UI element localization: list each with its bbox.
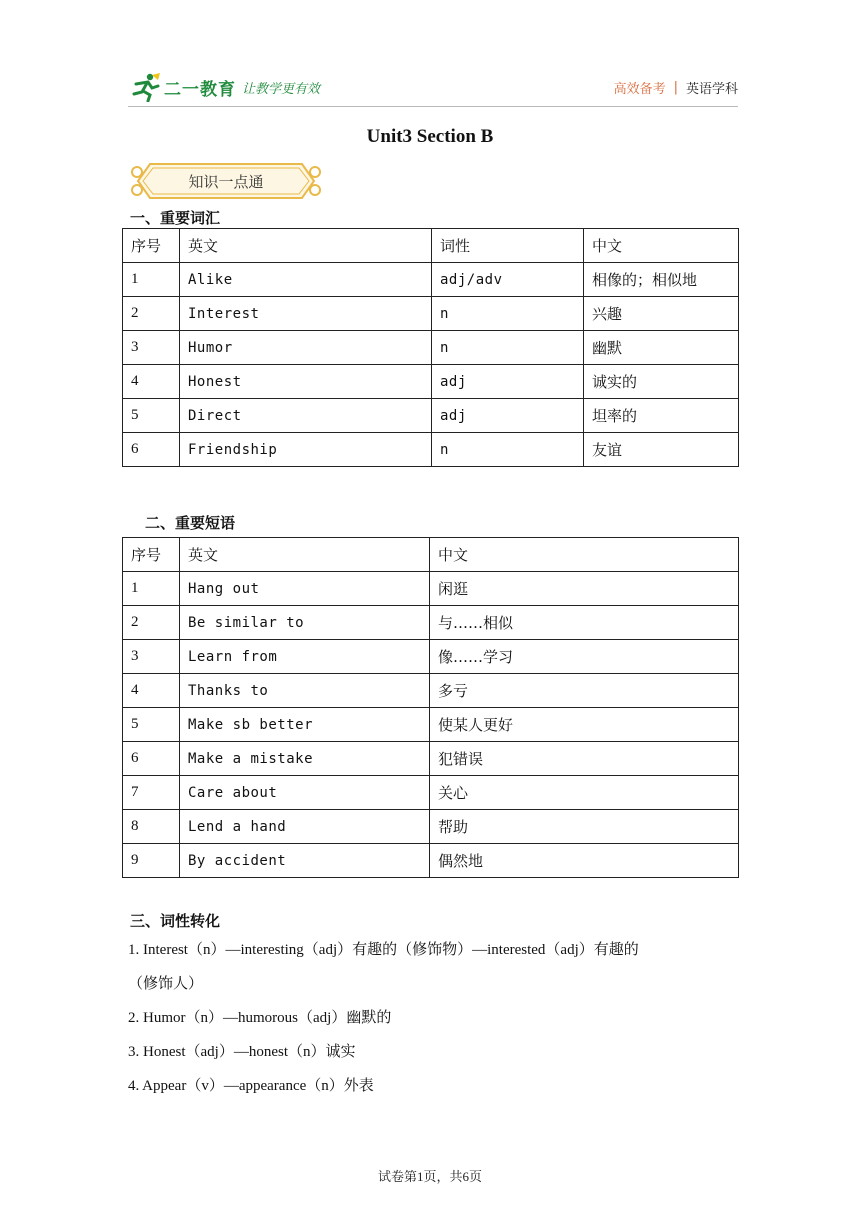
vocabulary-table bbox=[122, 228, 739, 467]
table-cell: 4 bbox=[123, 674, 180, 708]
logo-slogan: 让教学更有效 bbox=[242, 81, 321, 97]
table-row bbox=[123, 776, 739, 810]
table-cell: 像……学习 bbox=[430, 640, 739, 674]
section-banner bbox=[128, 158, 324, 204]
table-cell: Friendship bbox=[180, 433, 432, 467]
column-header: 词性 bbox=[432, 229, 584, 263]
table-cell: Be similar to bbox=[180, 606, 430, 640]
table-cell: adj bbox=[432, 399, 584, 433]
table-cell: Interest bbox=[180, 297, 432, 331]
table-cell: adj/adv bbox=[432, 263, 584, 297]
table-cell: 5 bbox=[123, 399, 180, 433]
column-header: 序号 bbox=[123, 538, 180, 572]
table-row bbox=[123, 810, 739, 844]
table-cell: Humor bbox=[180, 331, 432, 365]
table-cell: 7 bbox=[123, 776, 180, 810]
table-cell: Direct bbox=[180, 399, 432, 433]
table-cell: 偶然地 bbox=[430, 844, 739, 878]
table-row bbox=[123, 742, 739, 776]
table-row bbox=[123, 331, 739, 365]
table-cell: 坦率的 bbox=[584, 399, 739, 433]
section2-heading: 二、重要短语 bbox=[145, 514, 236, 532]
table-cell: 4 bbox=[123, 365, 180, 399]
conversion-line: 3. Honest（adj）—honest（n）诚实 bbox=[128, 1044, 356, 1060]
table-cell: 3 bbox=[123, 331, 180, 365]
running-figure-icon bbox=[128, 72, 162, 102]
table-cell: n bbox=[432, 297, 584, 331]
logo-name: 二一教育 bbox=[164, 79, 236, 100]
table-cell: adj bbox=[432, 365, 584, 399]
column-header: 英文 bbox=[180, 229, 432, 263]
table-cell: 6 bbox=[123, 742, 180, 776]
table-cell: 犯错误 bbox=[430, 742, 739, 776]
table-row bbox=[123, 640, 739, 674]
table-header-row bbox=[123, 229, 739, 263]
column-header: 序号 bbox=[123, 229, 180, 263]
header-separator: | bbox=[673, 80, 678, 95]
conversion-line: 2. Humor（n）—humorous（adj）幽默的 bbox=[128, 1010, 392, 1026]
conversion-line: 1. Interest（n）—interesting（adj）有趣的（修饰物）—interested（adj）有趣的 bbox=[128, 942, 639, 958]
header-subject-label: 英语学科 bbox=[685, 82, 738, 97]
table-cell: 2 bbox=[123, 606, 180, 640]
table-cell: 1 bbox=[123, 263, 180, 297]
header-subject bbox=[614, 78, 738, 97]
section1-heading: 一、重要词汇 bbox=[130, 209, 221, 227]
table-row bbox=[123, 674, 739, 708]
logo bbox=[128, 70, 320, 104]
page-footer: 试卷第1页，共6页 bbox=[377, 1169, 482, 1184]
table-cell: 关心 bbox=[430, 776, 739, 810]
table-header-row bbox=[123, 538, 739, 572]
table-cell: 6 bbox=[123, 433, 180, 467]
table-cell: Lend a hand bbox=[180, 810, 430, 844]
table-cell: 3 bbox=[123, 640, 180, 674]
table-cell: Make sb better bbox=[180, 708, 430, 742]
banner-text: 知识一点通 bbox=[188, 172, 264, 191]
page-header bbox=[128, 70, 738, 104]
conversion-line: （修饰人） bbox=[128, 976, 204, 992]
table-row bbox=[123, 606, 739, 640]
table-cell: 相像的；相似地 bbox=[584, 263, 739, 297]
table-cell: 8 bbox=[123, 810, 180, 844]
table-cell: 多亏 bbox=[430, 674, 739, 708]
header-tagline: 高效备考 bbox=[613, 82, 666, 97]
conversion-line: 4. Appear（v）—appearance（n）外表 bbox=[128, 1078, 374, 1094]
table-row bbox=[123, 399, 739, 433]
table-cell: By accident bbox=[180, 844, 430, 878]
table-cell: 9 bbox=[123, 844, 180, 878]
table-cell: 5 bbox=[123, 708, 180, 742]
header-divider bbox=[128, 106, 738, 107]
table-cell: 兴趣 bbox=[584, 297, 739, 331]
table-cell: 幽默 bbox=[584, 331, 739, 365]
table-cell: 帮助 bbox=[430, 810, 739, 844]
table-row bbox=[123, 572, 739, 606]
table-row bbox=[123, 844, 739, 878]
table-row bbox=[123, 708, 739, 742]
table-cell: n bbox=[432, 331, 584, 365]
phrases-table bbox=[122, 537, 739, 878]
column-header: 中文 bbox=[584, 229, 739, 263]
table-cell: 诚实的 bbox=[584, 365, 739, 399]
table-cell: 与……相似 bbox=[430, 606, 739, 640]
table-cell: 友谊 bbox=[584, 433, 739, 467]
table-row bbox=[123, 263, 739, 297]
table-row bbox=[123, 297, 739, 331]
table-cell: 使某人更好 bbox=[430, 708, 739, 742]
column-header: 英文 bbox=[180, 538, 430, 572]
table-cell: Thanks to bbox=[180, 674, 430, 708]
table-cell: n bbox=[432, 433, 584, 467]
table-cell: Alike bbox=[180, 263, 432, 297]
table-cell: Hang out bbox=[180, 572, 430, 606]
table-cell: Care about bbox=[180, 776, 430, 810]
table-cell: 2 bbox=[123, 297, 180, 331]
page-title: Unit3 Section B bbox=[366, 126, 494, 147]
column-header: 中文 bbox=[430, 538, 739, 572]
table-cell: 1 bbox=[123, 572, 180, 606]
table-cell: Learn from bbox=[180, 640, 430, 674]
table-cell: Honest bbox=[180, 365, 432, 399]
table-row bbox=[123, 433, 739, 467]
table-cell: Make a mistake bbox=[180, 742, 430, 776]
table-row bbox=[123, 365, 739, 399]
table-cell: 闲逛 bbox=[430, 572, 739, 606]
section3-heading: 三、词性转化 bbox=[130, 912, 221, 930]
